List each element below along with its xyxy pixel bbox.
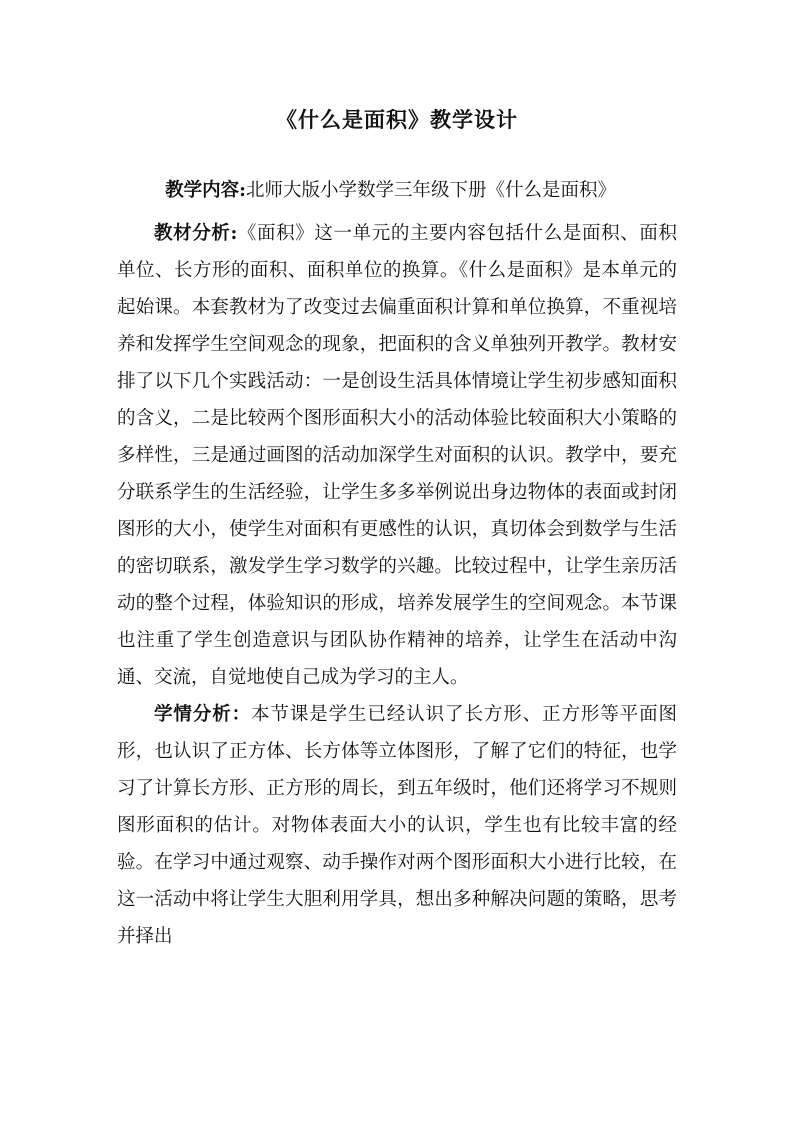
section-label: 教材分析:: [154, 223, 238, 244]
section-label: 教学内容:: [165, 180, 246, 201]
section-textbook-analysis: [117, 215, 677, 696]
section-text: 北师大版小学数学三年级下册《什么是面积》: [245, 180, 616, 201]
section-label: 学情分析：: [154, 704, 252, 725]
document-title: 《什么是面积》教学设计: [276, 107, 518, 132]
section-teaching-content: [117, 172, 677, 209]
document-body: [117, 172, 677, 955]
section-text: 本节课是学生已经认识了长方形、正方形等平面图形，也认识了正方体、长方体等立体图形，了解了它们的特征，也学习了计算长方形、正方形的周长，到五年级时，他们还将学习不规则图形面积的估计。对物体表面大小的认识，学生也有比较丰富的经验。在学习中通过观察、动手操作对两个图形面积大小进行比较，在这一活动中将让学生大胆利用学具，想出多种解决问题的策略，思考并择出: [117, 704, 677, 947]
section-text: 《面积》这一单元的主要内容包括什么是面积、面积单位、长方形的面积、面积单位的换算。《什么是面积》是本单元的起始课。本套教材为了改变过去偏重面积计算和单位换算，不重视培养和发挥学生空间观念的现象，把面积的含义单独列开教学。教材安排了以下几个实践活动：一是创设生活具体情境让学生初步感知面积的含义，二是比较两个图形面积大小的活动体验比较面积大小策略的多样性，三是通过画图的活动加深学生对面积的认识。教学中，要充分联系学生的生活经验，让学生多多举例说出身边物体的表面或封闭图形的大小，使学生对面积有更感性的认识，真切体会到数学与生活的密切联系，激发学生学习数学的兴趣。比较过程中，让学生亲历活动的整个过程，体验知识的形成，培养发展学生的空间观念。本节课也注重了学生创造意识与团队协作精神的培养，让学生在活动中沟通、交流，自觉地使自己成为学习的主人。: [117, 223, 677, 688]
section-student-analysis: [117, 696, 677, 955]
